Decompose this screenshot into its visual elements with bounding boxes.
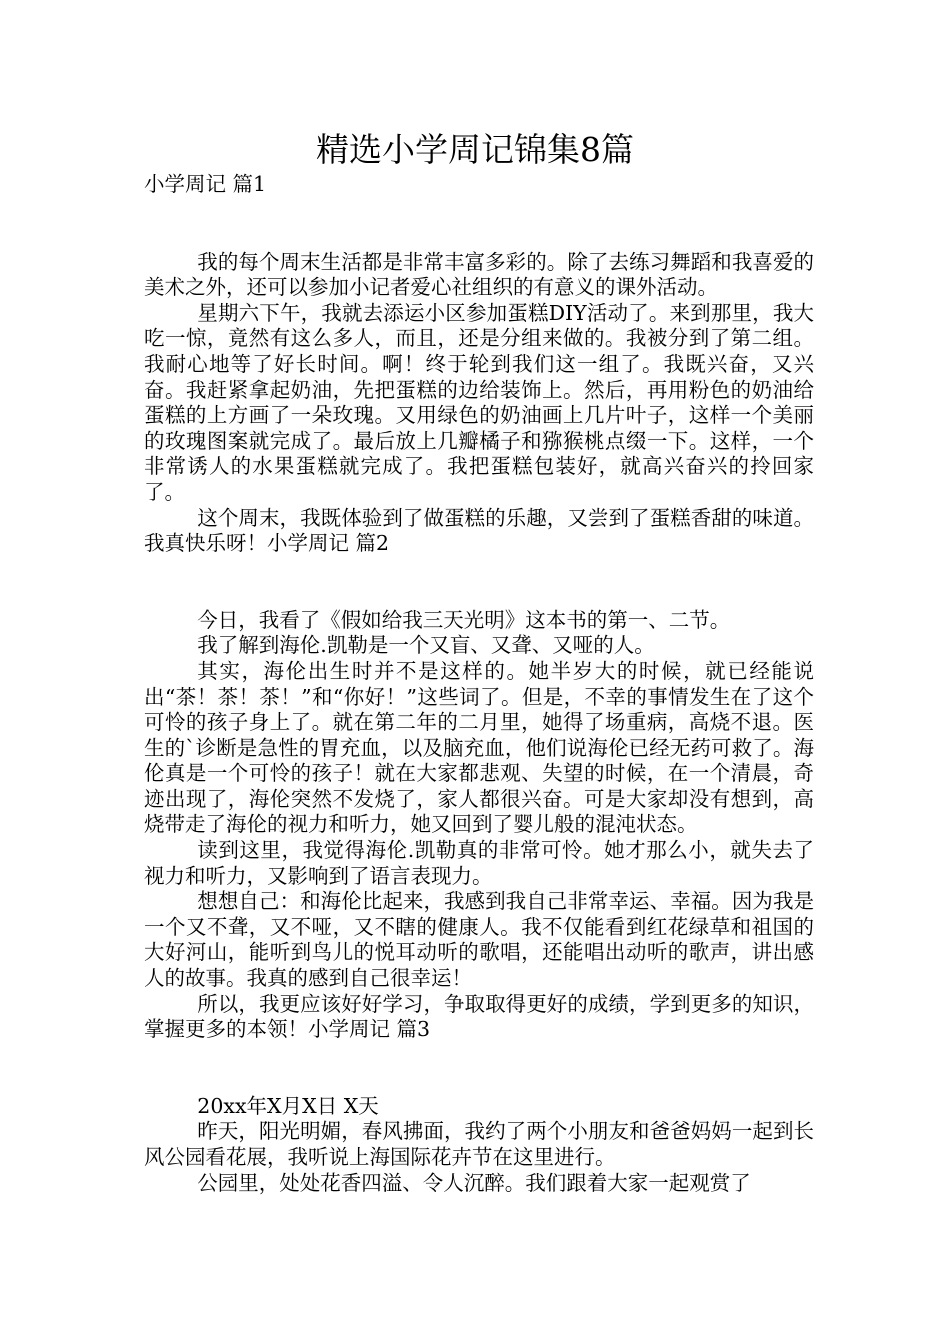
paragraph: 昨天，阳光明媚，春风拂面，我约了两个小朋友和爸爸妈妈一起到长风公园看花展，我听说上海国际花卉节在这里进行。 bbox=[144, 1119, 814, 1169]
spacer bbox=[144, 557, 814, 608]
paragraph: 所以，我更应该好好学习，争取取得更好的成绩，学到更多的知识，掌握更多的本领！小学周记 篇3 bbox=[144, 991, 814, 1042]
section-heading-1: 小学周记 篇1 bbox=[144, 172, 267, 196]
paragraph: 我了解到海伦.凯勒是一个又盲、又聋、又哑的人。 bbox=[197, 633, 655, 658]
paragraph: 公园里，处处花香四溢、令人沉醉。我们跟着大家一起观赏了 bbox=[197, 1170, 751, 1195]
paragraph: 我的每个周末生活都是非常丰富多彩的。除了去练习舞蹈和我喜爱的美术之外，还可以参加小记者爱心社组织的有意义的课外活动。 bbox=[144, 249, 814, 300]
spacer bbox=[144, 198, 814, 250]
paragraph: 这个周末，我既体验到了做蛋糕的乐趣，又尝到了蛋糕香甜的味道。我真快乐呀！小学周记 篇2 bbox=[144, 505, 814, 556]
date-line: 20xx年X月X日 X天 bbox=[197, 1093, 379, 1118]
document-body bbox=[144, 172, 814, 1196]
spacer bbox=[144, 1043, 814, 1094]
paragraph: 今日，我看了《假如给我三天光明》这本书的第一、二节。 bbox=[197, 607, 731, 632]
paragraph: 星期六下午，我就去添运小区参加蛋糕DIY活动了。来到那里，我大吃一惊，竟然有这么多人，而且，还是分组来做的。我被分到了第二组。我耐心地等了好长时间。啊！终于轮到我们这一组了。我既兴奋，又兴奋。我赶紧拿起奶油，先把蛋糕的边给装饰上。然后，再用粉色的奶油给蛋糕的上方画了一朵玫瑰。又用绿色的奶油画上几片叶子，这样一个美丽的玫瑰图案就完成了。最后放上几瓣橘子和猕猴桃点缀一下。这样，一个非常诱人的水果蛋糕就完成了。我把蛋糕包装好，就高兴奋兴的拎回家了。 bbox=[144, 300, 814, 504]
paragraph: 读到这里，我觉得海伦.凯勒真的非常可怜。她才那么小，就失去了视力和听力，又影响到了语言表现力。 bbox=[144, 838, 814, 888]
document-title: 精选小学周记锦集8篇 bbox=[316, 130, 634, 169]
paragraph: 想想自己：和海伦比起来，我感到我自己非常幸运、幸福。因为我是一个又不聋，又不哑，又不瞎的健康人。我不仅能看到红花绿草和祖国的大好河山，能听到鸟儿的悦耳动听的歌唱，还能唱出动听的歌声，讲出感人的故事。我真的感到自己很幸运！ bbox=[144, 889, 814, 991]
paragraph: 其实，海伦出生时并不是这样的。她半岁大的时候，就已经能说出“茶！茶！茶！”和“你好！”这些词了。但是，不幸的事情发生在了这个可怜的孩子身上了。就在第二年的二月里，她得了场重病，高烧不退。医生的`诊断是急性的胃充血，以及脑充血，他们说海伦已经无药可救了。海伦真是一个可怜的孩子！就在大家都悲观、失望的时候，在一个清晨，奇迹出现了，海伦突然不发烧了，家人都很兴奋。可是大家却没有想到，高烧带走了海伦的视力和听力，她又回到了婴儿般的混沌状态。 bbox=[144, 658, 814, 837]
